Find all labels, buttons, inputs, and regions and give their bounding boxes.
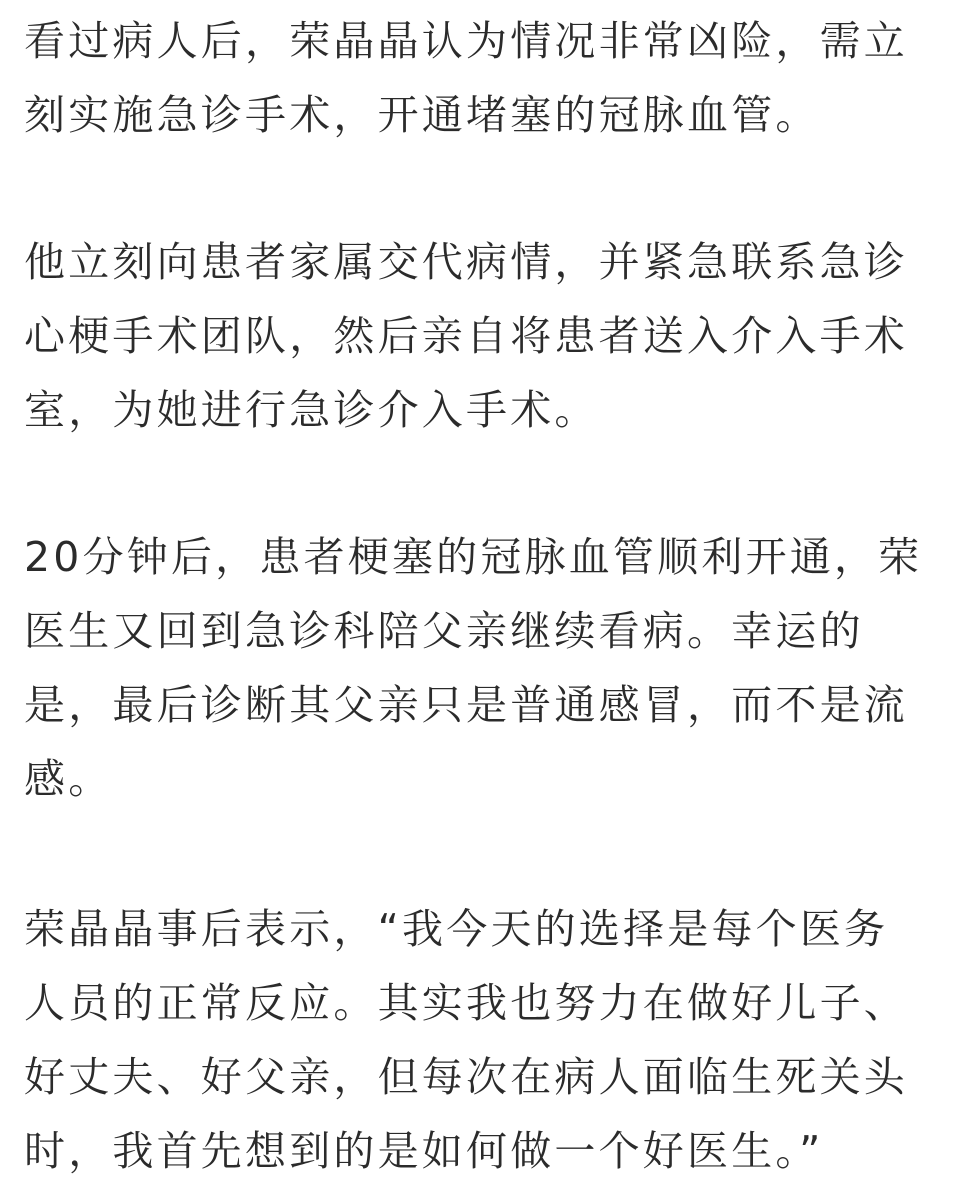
paragraph-4: 荣晶晶事后表示，“我今天的选择是每个医务 人员的正常反应。其实我也努力在做好儿子、 好丈夫、好父亲，但每次在病人面临生死关头 时，我首先想到的是如何做一个好医生。” — [24, 905, 908, 1175]
paragraph-2: 他立刻向患者家属交代病情，并紧急联系急诊 心梗手术团队，然后亲自将患者送入介入手术 室，为她进行急诊介入手术。 — [24, 238, 908, 434]
paragraph-3: 20分钟后，患者梗塞的冠脉血管顺利开通，荣 医生又回到急诊科陪父亲继续看病。幸运的 是，最后诊断其父亲只是普通感冒，而不是流 感。 — [24, 533, 923, 803]
paragraph-1: 看过病人后，荣晶晶认为情况非常凶险，需立 刻实施急诊手术，开通堵塞的冠脉血管。 — [24, 17, 908, 139]
